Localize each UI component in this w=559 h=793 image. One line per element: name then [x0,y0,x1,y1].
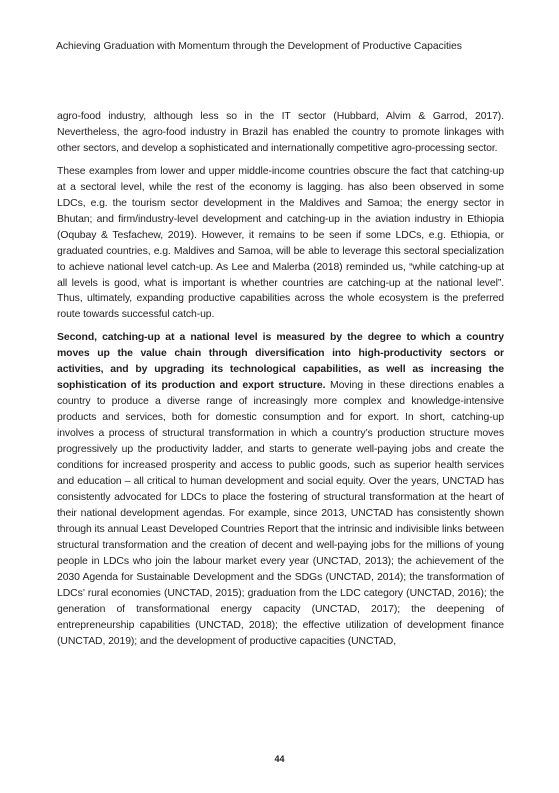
paragraph-3-bold-lead: Second, catching-up at a national level is measured by the degree to which a country moves up the value chain through diversification into high-productivity sectors or activities, and by upgrading its technological capabilities, as well as increasing the sophistication of its production and export structure. [57,332,504,392]
paragraph-2: These examples from lower and upper middle-income countries obscure the fact that catching-up at a sectoral level, while the rest of the economy is lagging. has also been observed in some LDCs, e.g. the tourism sector development in the Maldives and Samoa; the energy sector in Bhutan; and firm/industry-level development and catching-up in the aviation industry in Ethiopia (Oqubay & Tesfachew, 2019). However, it remains to be seen if some LDCs, e.g. Ethiopia, or graduated countries, e.g. Maldives and Samoa, will be able to leverage this sectoral specialization to achieve national level catch-up. As Lee and Malerba (2018) reminded us, “while catching-up at all levels is good, what is important is whether countries are catching-up at the national level”. Thus, ultimately, expanding productive capabilities across the whole ecosystem is the preferred route towards successful catch-up. [57,165,504,321]
body-text [57,109,504,649]
paragraph-3-text: Moving in these directions enables a country to produce a diverse range of increasingly more complex and knowledge-intensive products and services, both for domestic consumption and for export. In short, catching-up involves a process of structural transformation in which a country’s production structure moves progressively up the productivity ladder, and starts to generate well-paying jobs and create the conditions for increased prosperity and access to public goods, such as superior health services and education – all critical to human development and social equity. Over the years, UNCTAD has consistently advocated for LDCs to place the fostering of structural transformation at the heart of their national development agendas. For example, since 2013, UNCTAD has consistently shown through its annual Least Developed Countries Report that the intrinsic and indivisible links between structural transformation and the creation of decent and well-paying jobs for the millions of young people in LDCs who join the labour market every year (UNCTAD, 2013); the achievement of the 2030 Agenda for Sustainable Development and the SDGs (UNCTAD, 2014); the transformation of LDCs’ rural economies (UNCTAD, 2015); graduation from the LDC category (UNCTAD, 2016); the generation of transformational energy capacity (UNCTAD, 2017); the deepening of entrepreneurship capabilities (UNCTAD, 2018); the effective utilization of development finance (UNCTAD, 2019); and the development of productive capacities (UNCTAD, [57,380,505,647]
paragraph-3 [57,330,504,649]
paragraph-1: agro-food industry, although less so in the IT sector (Hubbard, Alvim & Garrod, 2017). Nevertheless, the agro-food industry in Brazil has enabled the country to promote linkages with other sectors, and develop a sophisticated and internationally competitive agro-processing sector. [57,111,504,154]
running-header: Achieving Graduation with Momentum through the Development of Productive Capacities [56,41,462,52]
page-number: 44 [274,754,285,764]
